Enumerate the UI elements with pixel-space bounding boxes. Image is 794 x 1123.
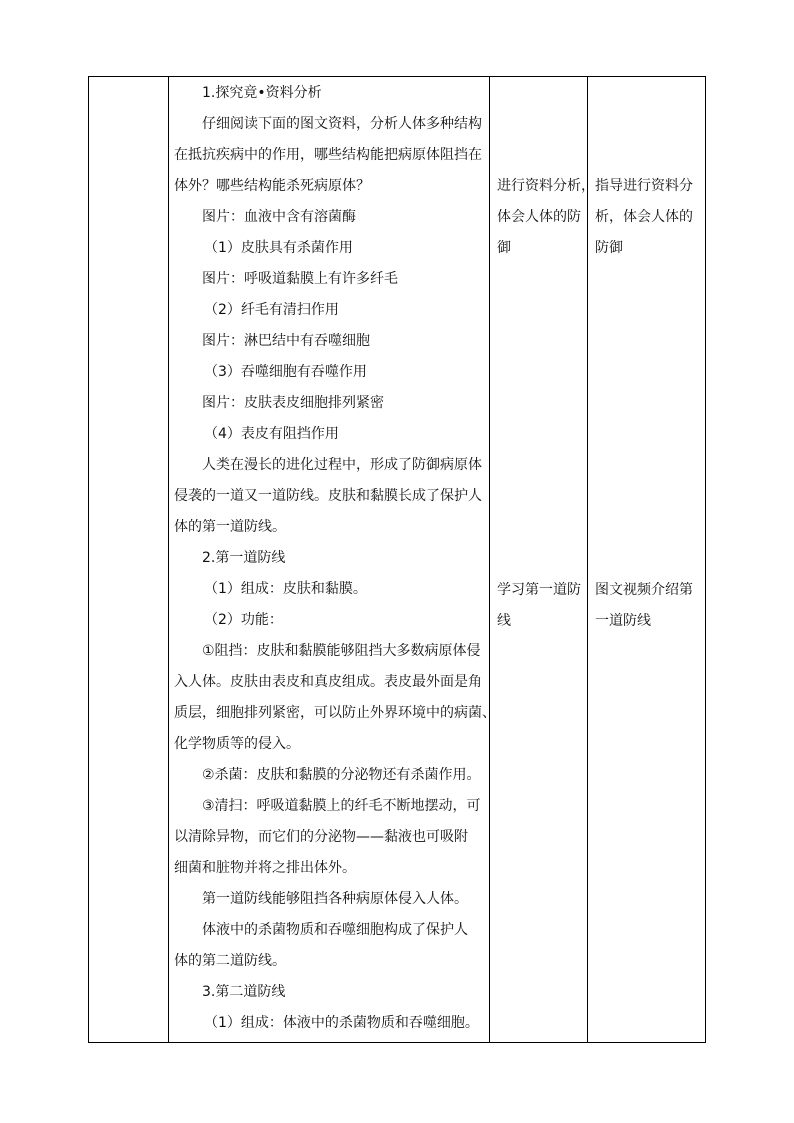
list-item: （3）吞噬细胞有吞噬作用 (204, 364, 367, 380)
column-divider (489, 77, 490, 1042)
picture-caption: 图片：呼吸道黏膜上有许多纤毛 (202, 271, 398, 287)
teacher-activity-line: 一道防线 (595, 613, 651, 629)
paragraph-line: 入人体。皮肤由表皮和真皮组成。表皮最外面是角 (174, 674, 482, 690)
paragraph-line: 侵袭的一道又一道防线。皮肤和黏膜长成了保护人 (174, 488, 482, 504)
section-title: 2.第一道防线 (202, 550, 286, 566)
picture-caption: 图片：皮肤表皮细胞排列紧密 (202, 395, 384, 411)
teacher-activity-line: 图文视频介绍第 (595, 582, 693, 598)
content-column (169, 77, 496, 1039)
paragraph-line: ①阻挡：皮肤和黏膜能够阻挡大多数病原体侵 (202, 643, 481, 659)
list-item: （1）组成：体液中的杀菌物质和吞噬细胞。 (204, 1015, 479, 1031)
paragraph-line: 在抵抗疾病中的作用，哪些结构能把病原体阻挡在 (174, 147, 482, 163)
paragraph-line: 仔细阅读下面的图文资料，分析人体多种结构 (202, 116, 482, 132)
student-activity-block-2 (497, 575, 589, 637)
paragraph-line: 第一道防线能够阻挡各种病原体侵入人体。 (202, 891, 468, 907)
list-item: （1）组成：皮肤和黏膜。 (204, 581, 367, 597)
student-activity-line: 进行资料分析， (497, 178, 595, 194)
section-title: 1.探究竟•资料分析 (202, 85, 322, 101)
paragraph-line: 体液中的杀菌物质和吞噬细胞构成了保护人 (202, 922, 468, 938)
teacher-activity-line: 防御 (595, 240, 623, 256)
list-item: （1）皮肤具有杀菌作用 (204, 240, 353, 256)
student-activity-line: 御 (497, 240, 511, 256)
student-activity-line: 线 (497, 613, 511, 629)
paragraph-line: 人类在漫长的进化过程中，形成了防御病原体 (202, 457, 482, 473)
student-activity-line: 学习第一道防 (497, 582, 581, 598)
picture-caption: 图片：淋巴结中有吞噬细胞 (202, 333, 370, 349)
teacher-activity-line: 指导进行资料分 (595, 178, 693, 194)
teacher-activity-block-2 (595, 575, 705, 637)
teacher-activity-line: 析，体会人体的 (595, 209, 693, 225)
paragraph-line: 化学物质等的侵入。 (174, 736, 300, 752)
paragraph-line: 质层，细胞排列紧密，可以防止外界环境中的病菌、 (174, 705, 496, 721)
student-activity-block-1 (497, 171, 595, 264)
paragraph-line: 以清除异物，而它们的分泌物——黏液也可吸附 (174, 829, 468, 845)
student-activity-line: 体会人体的防 (497, 209, 581, 225)
picture-caption: 图片：血液中含有溶菌酶 (202, 209, 356, 225)
lesson-table (88, 76, 706, 1043)
paragraph-line: 细菌和脏物并将之排出体外。 (174, 860, 356, 876)
paragraph-line: 体的第二道防线。 (174, 953, 286, 969)
section-title: 3.第二道防线 (202, 984, 286, 1000)
paragraph-line: 体外？哪些结构能杀死病原体？ (174, 178, 370, 194)
list-item: （2）纤毛有清扫作用 (204, 302, 339, 318)
paragraph-line: 体的第一道防线。 (174, 519, 286, 535)
paragraph-line: ②杀菌：皮肤和黏膜的分泌物还有杀菌作用。 (202, 767, 481, 783)
teacher-activity-block-1 (595, 171, 705, 264)
list-item: （2）功能： (204, 612, 283, 628)
list-item: （4）表皮有阻挡作用 (204, 426, 339, 442)
paragraph-line: ③清扫：呼吸道黏膜上的纤毛不断地摆动，可 (202, 798, 481, 814)
